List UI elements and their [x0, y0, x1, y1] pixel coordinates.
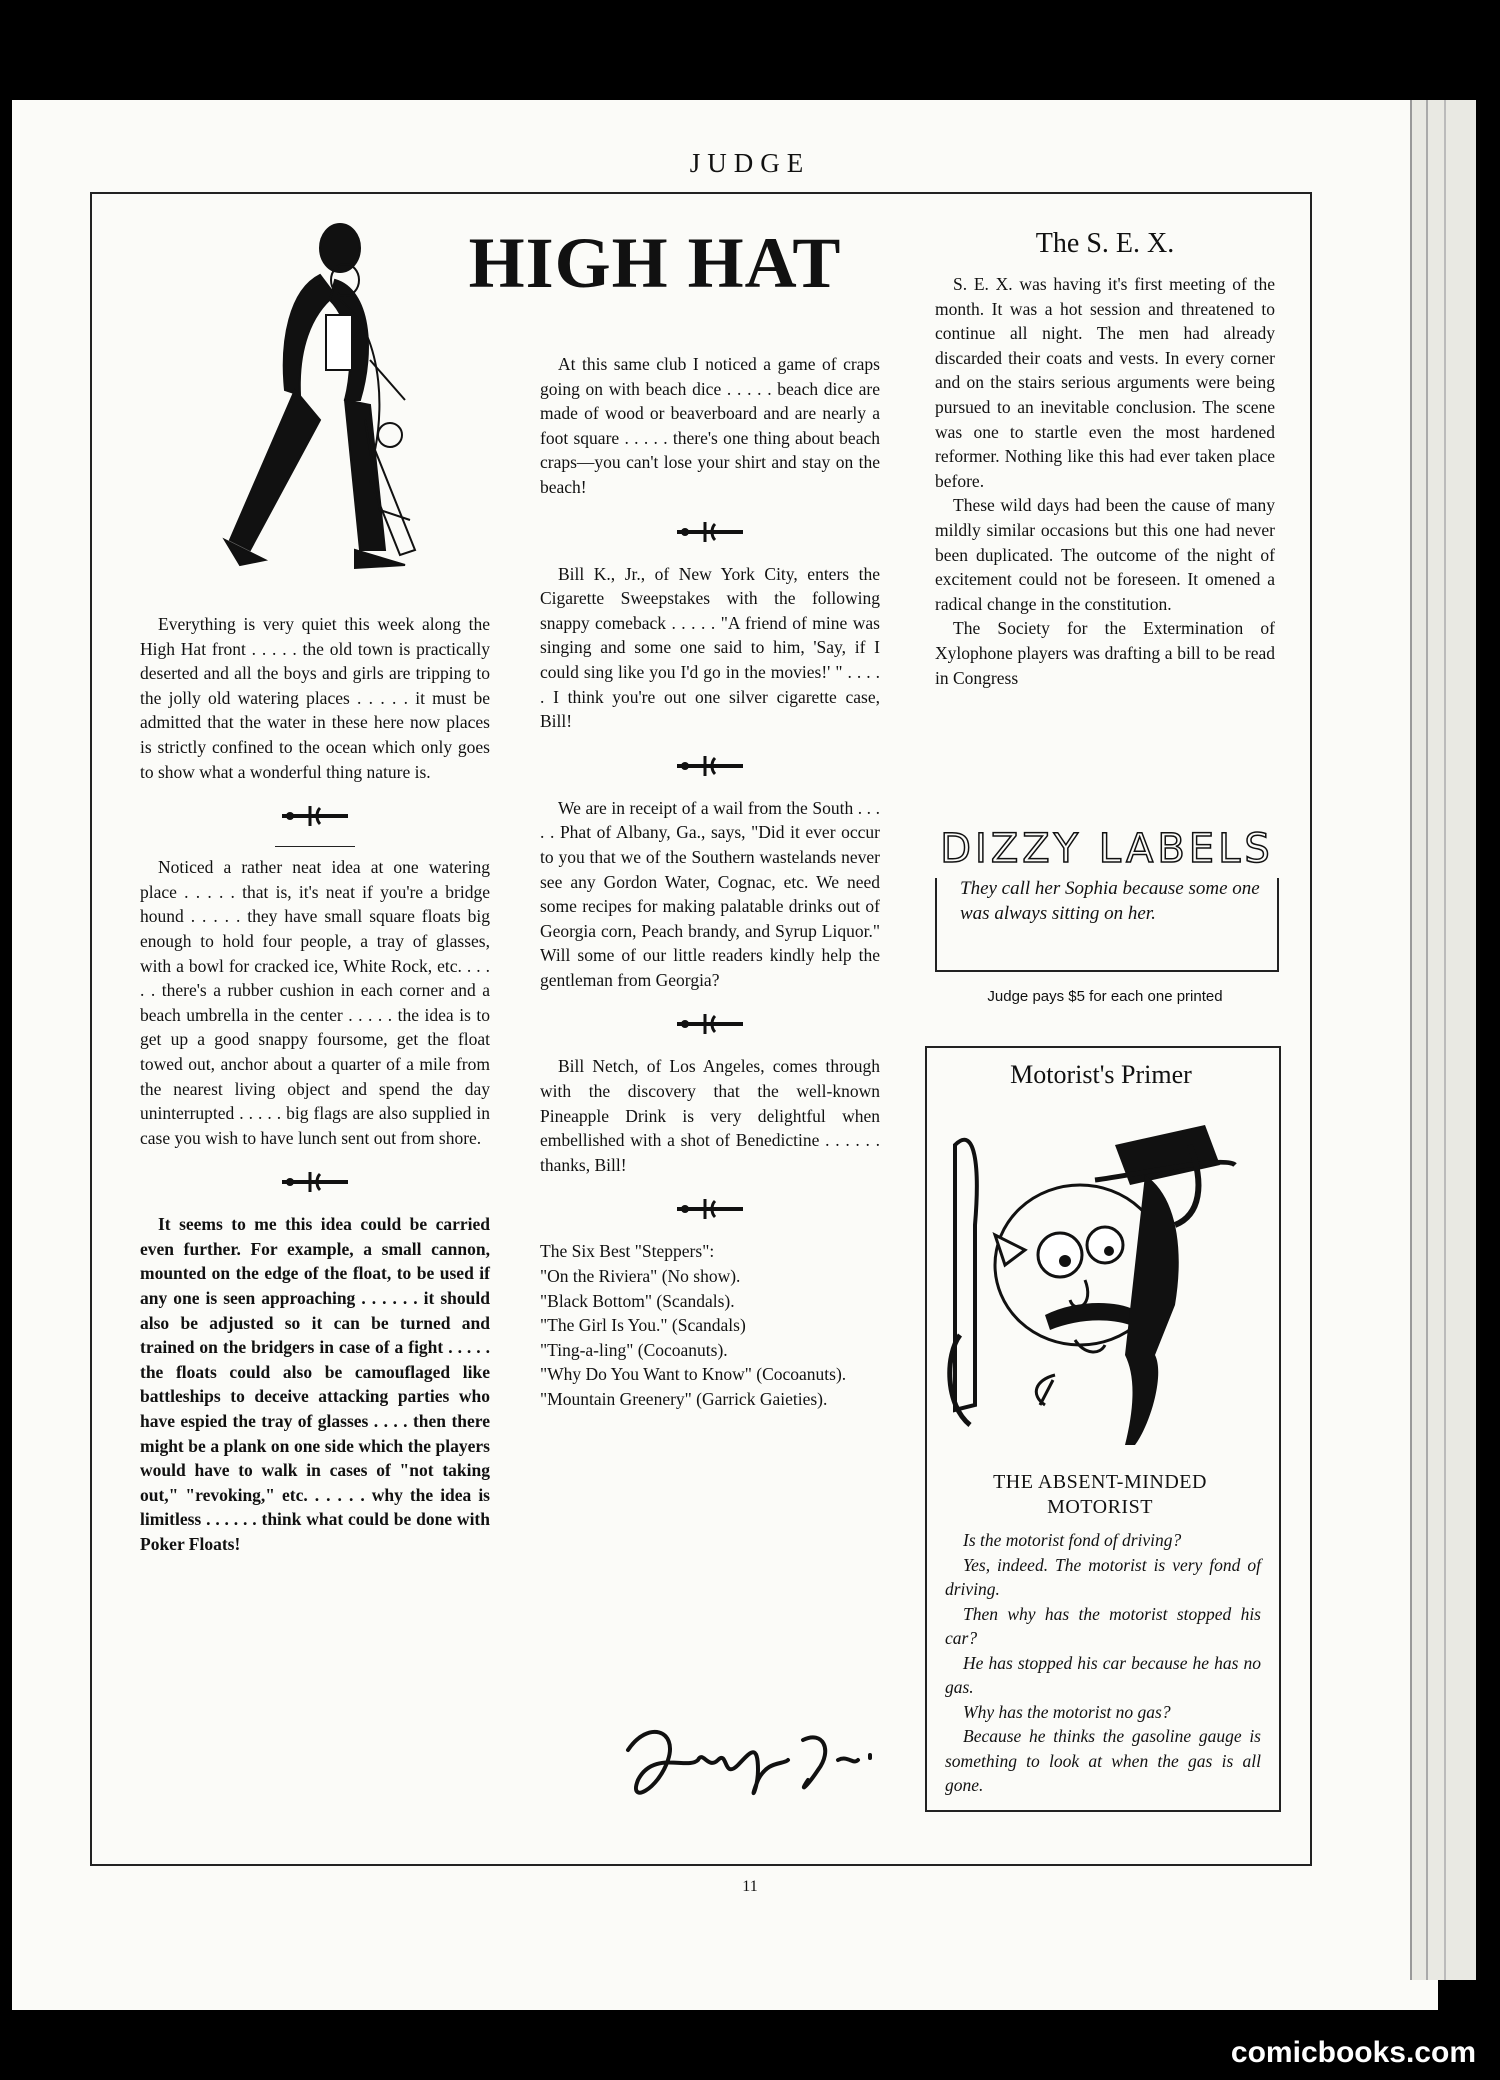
stepper-item: "Ting-a-ling" (Cocoanuts). — [540, 1339, 728, 1360]
primer-line: Then why has the motorist stopped his car? — [945, 1603, 1261, 1648]
stepper-item: "Why Do You Want to Know" (Cocoanuts). — [540, 1364, 847, 1385]
svg-text:DIZZY LABELS: DIZZY LABELS — [940, 826, 1274, 872]
divider-ornament-icon — [675, 752, 745, 778]
absent-title-line: THE ABSENT-MINDED — [993, 1471, 1207, 1493]
page-number: 11 — [742, 1878, 758, 1895]
paragraph: Bill Netch, of Los Angeles, comes through with the discovery that the well-known Pineapple Drink is very delightful when embellished with a shot of Benedictine . . . . . . thanks, Bill! — [540, 1056, 880, 1175]
stepper-item: "Black Bottom" (Scandals). — [540, 1290, 735, 1311]
steppers-list — [540, 1239, 880, 1411]
high-hat-column-2 — [540, 352, 880, 1412]
steppers-heading: The Six Best "Steppers": — [540, 1241, 715, 1262]
high-hat-title: HIGH HAT — [468, 223, 842, 303]
primer-line: Because he thinks the gasoline gauge is something to look at when the gas is all gone. — [945, 1726, 1261, 1795]
primer-line: He has stopped his car because he has no gas. — [945, 1652, 1261, 1697]
paragraph: At this same club I noticed a game of craps going on with beach dice . . . . . beach dice are made of wood or beaverboard and are nearly a foot square . . . . . there's one thing about beach craps—you can't lose your shirt and stay on the beach! — [540, 354, 880, 497]
watermark: comicbooks.com — [1230, 2036, 1476, 2069]
paragraph: Bill K., Jr., of New York City, enters the Cigarette Sweepstakes with the following snappy comeback . . . . . "A friend of mine was singing and some one said to him, 'Say, if I could sing like you I'd go in the movies!' " . . . . . I think you're out one silver cigarette case, Bill! — [540, 563, 880, 732]
stepper-item: "On the Riviera" (No show). — [540, 1266, 741, 1287]
masthead: JUDGE — [689, 148, 811, 178]
stepper-item: "Mountain Greenery" (Garrick Gaieties). — [540, 1389, 828, 1409]
primer-qa — [945, 1528, 1261, 1798]
divider-ornament-icon — [675, 1010, 745, 1036]
paragraph: Noticed a rather neat idea at one watering place . . . . . that is, it's neat if you're a bridge hound . . . . . they have small square floats big enough to hold four people, a tray of glasses, with a bowl for cracked ice, White Rock, etc. . . . . . there's a rubber cushion in each corner and a beach umbrella in the center . . . . . the idea is to get up a good snappy foursome, get the float towed out, anchor about a quarter of a mile from the nearest living object and spend the day uninterrupted . . . . . big flags are also supplied in case you wish to have lunch sent out from shore. — [140, 857, 490, 1148]
divider-ornament-icon — [280, 802, 350, 828]
dizzy-label-text: They call her Sophia because some one was always sitting on her. — [960, 878, 1260, 924]
sex-title: The S. E. X. — [1035, 228, 1175, 259]
paragraph: These wild days had been the cause of many mildly similar occasions but this one had never been duplicated. The outcome of the night of excitement could not be foreseen. It omened a radical change in the constitution. — [935, 495, 1275, 614]
paragraph: S. E. X. was having it's first meeting of the month. It was a hot session and threatened to continue all night. The men had already discarded their coats and vests. In every corner and on the stairs serious arguments were being pursued to an inevitable conclusion. The scene was one to startle even the most hardened reformer. Nothing like this had ever taken place before. — [935, 274, 1275, 491]
divider-ornament-icon — [280, 1168, 350, 1194]
page-edges — [1410, 100, 1476, 1980]
judge-jr-signature — [608, 1710, 888, 1820]
divider-ornament-icon — [675, 518, 745, 544]
short-rule — [275, 846, 355, 847]
paragraph: The Society for the Extermination of Xylophone players was drafting a bill to be read in Congress — [935, 618, 1275, 688]
motorists-primer-title: Motorist's Primer — [1010, 1060, 1192, 1089]
divider-ornament-icon — [675, 1195, 745, 1221]
absent-minded-motorist-title — [935, 1470, 1265, 1520]
primer-line: Yes, indeed. The motorist is very fond of driving. — [945, 1554, 1261, 1599]
motorist-cartoon-illustration — [935, 1105, 1265, 1455]
sex-column — [935, 272, 1275, 690]
paragraph: We are in receipt of a wail from the South . . . . . Phat of Albany, Ga., says, "Did it ever occur to you that we of the Southern wastelands never see any Gordon Water, Cognac, etc. We need some recipes for making palatable drinks out of Georgia corn, Peach brandy, and Syrup Liquor." Will some of our little readers kindly help the gentleman from Georgia? — [540, 797, 880, 990]
high-hat-column-1 — [140, 612, 490, 1557]
paragraph: It seems to me this idea could be carried even further. For example, a small cannon, mounted on the edge of the float, to be used if any one is seen approaching . . . . . . it should also be adjusted so it can be turned and trained on the bridgers in case of a fight . . . . . the floats could also be camouflaged like battleships to deceive attacking parties who have espied the tray of glasses . . . . then there might be a plank on one side which the players would have to walk in cases of "not taking out," "revoking," etc. . . . . . why the idea is limitless . . . . . . think what could be done with Poker Floats! — [140, 1214, 490, 1554]
stepper-item: "The Girl Is You." (Scandals) — [540, 1315, 746, 1336]
primer-line: Is the motorist fond of driving? — [963, 1530, 1182, 1550]
absent-title-line: MOTORIST — [1047, 1496, 1153, 1518]
primer-line: Why has the motorist no gas? — [963, 1701, 1171, 1722]
dizzy-labels-note: Judge pays $5 for each one printed — [987, 988, 1223, 1005]
dizzy-labels-title — [935, 818, 1280, 878]
paragraph: Everything is very quiet this week along the High Hat front . . . . . the old town is practically deserted and all the boys and girls are tripping to the jolly old watering places . . . . . it must be admitted that the water in these here now places is strictly confined to the ocean which only goes to show what a wonderful thing nature is. — [140, 614, 490, 782]
dancing-couple-illustration — [170, 220, 470, 580]
